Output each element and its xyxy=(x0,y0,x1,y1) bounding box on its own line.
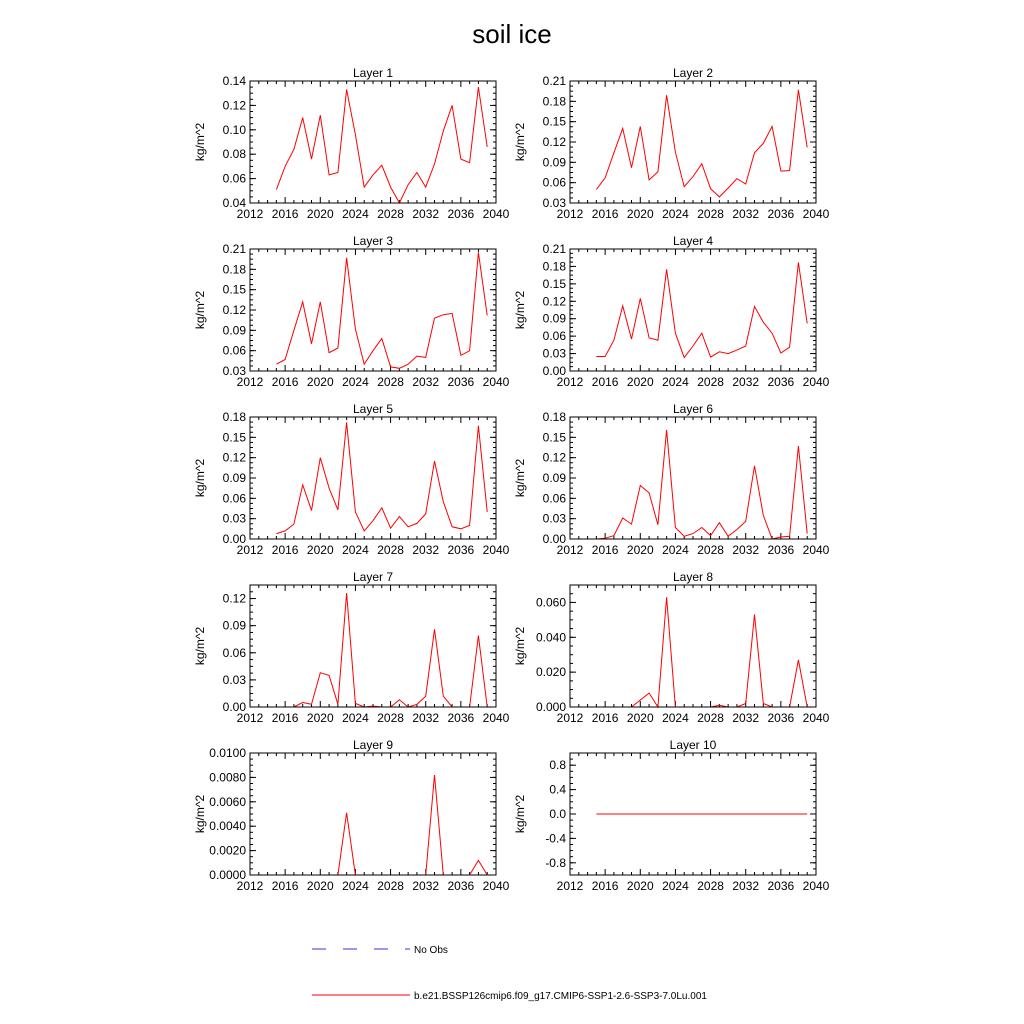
panel-title: Layer 4 xyxy=(672,234,714,248)
y-tick-label: 0.15 xyxy=(222,430,246,445)
y-tick-label: 0.18 xyxy=(222,262,246,277)
x-tick-label: 2028 xyxy=(697,375,724,389)
x-tick-label: 2036 xyxy=(767,711,795,725)
x-tick-label: 2020 xyxy=(306,207,334,221)
series-line-model xyxy=(596,430,807,539)
y-tick-label: 0.06 xyxy=(542,175,566,190)
figure-title: soil ice xyxy=(472,19,552,49)
x-tick-label: 2040 xyxy=(802,207,830,221)
x-tick-label: 2020 xyxy=(626,375,654,389)
panel-title: Layer 6 xyxy=(672,402,714,416)
x-tick-label: 2040 xyxy=(802,375,830,389)
x-tick-label: 2012 xyxy=(556,543,584,557)
panel-layer-4 xyxy=(513,234,830,389)
x-tick-label: 2028 xyxy=(697,711,724,725)
y-axis-label: kg/m^2 xyxy=(193,122,207,162)
x-tick-label: 2020 xyxy=(306,711,334,725)
y-tick-label: 0.12 xyxy=(222,98,246,113)
x-tick-label: 2036 xyxy=(447,543,475,557)
series-line-model xyxy=(596,262,807,357)
x-tick-label: 2012 xyxy=(236,879,264,893)
x-tick-label: 2032 xyxy=(732,711,760,725)
x-tick-label: 2040 xyxy=(802,543,830,557)
series-line-model xyxy=(276,775,487,875)
x-tick-label: 2032 xyxy=(732,207,760,221)
x-tick-label: 2032 xyxy=(412,711,440,725)
y-tick-label: 0.21 xyxy=(222,242,246,256)
y-axis-label: kg/m^2 xyxy=(513,794,527,834)
legend-obs-label: No Obs xyxy=(414,945,448,956)
series-line-model xyxy=(276,252,487,368)
series-line-model xyxy=(596,90,807,197)
x-tick-label: 2036 xyxy=(447,879,475,893)
y-tick-label: 0.06 xyxy=(222,171,246,186)
x-tick-label: 2024 xyxy=(342,543,369,557)
x-tick-label: 2036 xyxy=(767,543,795,557)
x-tick-label: 2020 xyxy=(306,879,334,893)
y-tick-label: 0.00 xyxy=(222,532,246,546)
y-axis-label: kg/m^2 xyxy=(513,122,527,162)
x-tick-label: 2012 xyxy=(236,207,264,221)
x-tick-label: 2020 xyxy=(306,375,334,389)
y-tick-label: 0.06 xyxy=(542,329,566,344)
y-tick-label: 0.040 xyxy=(535,630,566,645)
y-tick-label: 0.12 xyxy=(222,591,246,606)
x-tick-label: 2032 xyxy=(732,879,760,893)
x-tick-label: 2036 xyxy=(767,207,795,221)
y-axis-label: kg/m^2 xyxy=(513,626,527,666)
x-tick-label: 2016 xyxy=(271,207,299,221)
y-tick-label: 0.03 xyxy=(222,672,246,687)
y-axis-label: kg/m^2 xyxy=(193,458,207,498)
series-line-model xyxy=(276,87,487,203)
y-tick-label: 0.06 xyxy=(222,645,246,660)
panels-grid xyxy=(193,66,830,893)
y-tick-label: 0.15 xyxy=(222,282,246,297)
y-tick-label: 0.21 xyxy=(542,242,566,256)
x-tick-label: 2028 xyxy=(697,543,724,557)
panel-title: Layer 2 xyxy=(672,66,714,80)
x-tick-label: 2032 xyxy=(412,879,440,893)
y-tick-label: 0.03 xyxy=(222,511,246,526)
y-tick-label: 0.09 xyxy=(222,323,246,338)
x-tick-label: 2016 xyxy=(271,711,299,725)
y-tick-label: 0.21 xyxy=(542,74,566,88)
x-tick-label: 2024 xyxy=(342,375,369,389)
x-tick-label: 2016 xyxy=(591,375,619,389)
y-tick-label: 0.09 xyxy=(222,471,246,485)
x-tick-label: 2020 xyxy=(626,207,654,221)
x-tick-label: 2036 xyxy=(447,711,475,725)
x-tick-label: 2036 xyxy=(447,207,475,221)
y-tick-label: 0.03 xyxy=(222,364,246,378)
plot-frame xyxy=(570,417,816,539)
y-tick-label: 0.000 xyxy=(535,700,566,714)
y-tick-label: 0.060 xyxy=(535,595,566,610)
x-tick-label: 2040 xyxy=(482,543,510,557)
y-tick-label: 0.0100 xyxy=(209,746,246,760)
series-line-model xyxy=(596,597,807,707)
x-tick-label: 2028 xyxy=(377,207,404,221)
x-tick-label: 2012 xyxy=(236,375,264,389)
x-tick-label: 2040 xyxy=(802,879,830,893)
y-axis-label: kg/m^2 xyxy=(513,290,527,330)
y-axis-label: kg/m^2 xyxy=(513,458,527,498)
x-tick-label: 2016 xyxy=(591,879,619,893)
panel-layer-7 xyxy=(193,570,510,725)
panel-layer-1 xyxy=(193,66,510,221)
x-tick-label: 2024 xyxy=(662,543,689,557)
x-tick-label: 2032 xyxy=(412,375,440,389)
y-tick-label: -0.4 xyxy=(545,831,566,846)
x-tick-label: 2036 xyxy=(767,879,795,893)
y-tick-label: 0.15 xyxy=(542,276,566,291)
y-tick-label: 0.8 xyxy=(549,758,566,773)
x-tick-label: 2012 xyxy=(556,711,584,725)
x-tick-label: 2024 xyxy=(342,711,369,725)
y-tick-label: 0.18 xyxy=(542,259,566,274)
y-tick-label: 0.020 xyxy=(535,665,566,680)
plot-frame xyxy=(250,753,496,875)
y-tick-label: 0.03 xyxy=(542,196,566,210)
x-tick-label: 2028 xyxy=(377,711,404,725)
x-tick-label: 2024 xyxy=(662,879,689,893)
y-tick-label: 0.00 xyxy=(542,364,566,378)
y-tick-label: 0.4 xyxy=(549,782,566,797)
panel-title: Layer 8 xyxy=(672,570,714,584)
x-tick-label: 2016 xyxy=(591,207,619,221)
x-tick-label: 2016 xyxy=(271,543,299,557)
y-tick-label: 0.12 xyxy=(542,450,566,465)
y-tick-label: 0.06 xyxy=(542,491,566,506)
panel-layer-8 xyxy=(513,570,830,725)
y-axis-label: kg/m^2 xyxy=(193,794,207,834)
panel-title: Layer 5 xyxy=(352,402,394,416)
y-tick-label: 0.0020 xyxy=(209,843,246,858)
x-tick-label: 2012 xyxy=(556,879,584,893)
plot-frame xyxy=(570,585,816,707)
y-tick-label: 0.18 xyxy=(222,410,246,424)
y-tick-label: 0.08 xyxy=(222,147,246,162)
y-tick-label: 0.12 xyxy=(222,450,246,465)
x-tick-label: 2040 xyxy=(482,375,510,389)
x-tick-label: 2020 xyxy=(626,711,654,725)
x-tick-label: 2020 xyxy=(626,879,654,893)
x-tick-label: 2036 xyxy=(447,375,475,389)
x-tick-label: 2028 xyxy=(377,879,404,893)
panel-title: Layer 3 xyxy=(352,234,394,248)
x-tick-label: 2024 xyxy=(342,879,369,893)
x-tick-label: 2024 xyxy=(342,207,369,221)
y-tick-label: 0.03 xyxy=(542,346,566,361)
x-tick-label: 2040 xyxy=(482,711,510,725)
x-tick-label: 2020 xyxy=(626,543,654,557)
y-tick-label: 0.0 xyxy=(549,807,566,821)
y-tick-label: 0.06 xyxy=(222,491,246,506)
panel-layer-2 xyxy=(513,66,830,221)
panel-layer-5 xyxy=(193,402,510,557)
x-tick-label: 2032 xyxy=(412,207,440,221)
x-tick-label: 2036 xyxy=(767,375,795,389)
x-tick-label: 2028 xyxy=(377,543,404,557)
series-line-model xyxy=(276,593,487,707)
plot-frame xyxy=(250,81,496,203)
x-tick-label: 2040 xyxy=(482,879,510,893)
panel-layer-10 xyxy=(513,738,830,893)
panel-title: Layer 9 xyxy=(352,738,394,752)
x-tick-label: 2024 xyxy=(662,711,689,725)
y-tick-label: 0.09 xyxy=(222,618,246,633)
panel-title: Layer 10 xyxy=(669,738,717,752)
x-tick-label: 2012 xyxy=(556,207,584,221)
x-tick-label: 2032 xyxy=(732,543,760,557)
y-tick-label: 0.12 xyxy=(542,294,566,309)
x-tick-label: 2012 xyxy=(236,711,264,725)
y-tick-label: 0.09 xyxy=(542,311,566,326)
y-tick-label: 0.0040 xyxy=(209,819,246,834)
y-tick-label: 0.10 xyxy=(222,122,246,137)
y-tick-label: 0.14 xyxy=(222,74,246,88)
panel-layer-9 xyxy=(193,738,510,893)
y-axis-label: kg/m^2 xyxy=(193,626,207,666)
x-tick-label: 2016 xyxy=(271,879,299,893)
y-tick-label: 0.12 xyxy=(222,303,246,317)
y-tick-label: -0.8 xyxy=(545,855,566,870)
y-tick-label: 0.00 xyxy=(542,532,566,546)
x-tick-label: 2024 xyxy=(662,207,689,221)
series-line-model xyxy=(276,422,487,533)
x-tick-label: 2012 xyxy=(556,375,584,389)
x-tick-label: 2028 xyxy=(697,879,724,893)
x-tick-label: 2032 xyxy=(412,543,440,557)
y-tick-label: 0.09 xyxy=(542,471,566,485)
x-tick-label: 2020 xyxy=(306,543,334,557)
x-tick-label: 2028 xyxy=(377,375,404,389)
x-tick-label: 2016 xyxy=(591,711,619,725)
y-tick-label: 0.0000 xyxy=(209,868,246,882)
legend-model-label: b.e21.BSSP126cmip6.f09_g17.CMIP6-SSP1-2.6-SSP3-7.0Lu.001 xyxy=(414,991,707,1002)
plot-frame xyxy=(250,585,496,707)
x-tick-label: 2040 xyxy=(802,711,830,725)
y-tick-label: 0.00 xyxy=(222,700,246,714)
x-tick-label: 2012 xyxy=(236,543,264,557)
panel-title: Layer 7 xyxy=(352,570,394,584)
y-tick-label: 0.15 xyxy=(542,114,566,129)
x-tick-label: 2032 xyxy=(732,375,760,389)
y-tick-label: 0.04 xyxy=(222,196,246,210)
panel-layer-3 xyxy=(193,234,510,389)
plot-frame xyxy=(570,81,816,203)
legend xyxy=(312,945,707,1002)
y-tick-label: 0.09 xyxy=(542,155,566,170)
y-tick-label: 0.15 xyxy=(542,430,566,445)
x-tick-label: 2040 xyxy=(482,207,510,221)
x-tick-label: 2028 xyxy=(697,207,724,221)
y-tick-label: 0.18 xyxy=(542,410,566,424)
y-tick-label: 0.12 xyxy=(542,135,566,149)
panel-title: Layer 1 xyxy=(352,66,394,80)
x-tick-label: 2024 xyxy=(662,375,689,389)
y-tick-label: 0.03 xyxy=(542,511,566,526)
y-tick-label: 0.0060 xyxy=(209,794,246,809)
y-tick-label: 0.0080 xyxy=(209,770,246,785)
x-tick-label: 2016 xyxy=(591,543,619,557)
y-tick-label: 0.06 xyxy=(222,343,246,358)
x-tick-label: 2016 xyxy=(271,375,299,389)
y-axis-label: kg/m^2 xyxy=(193,290,207,330)
panel-layer-6 xyxy=(513,402,830,557)
y-tick-label: 0.18 xyxy=(542,94,566,109)
